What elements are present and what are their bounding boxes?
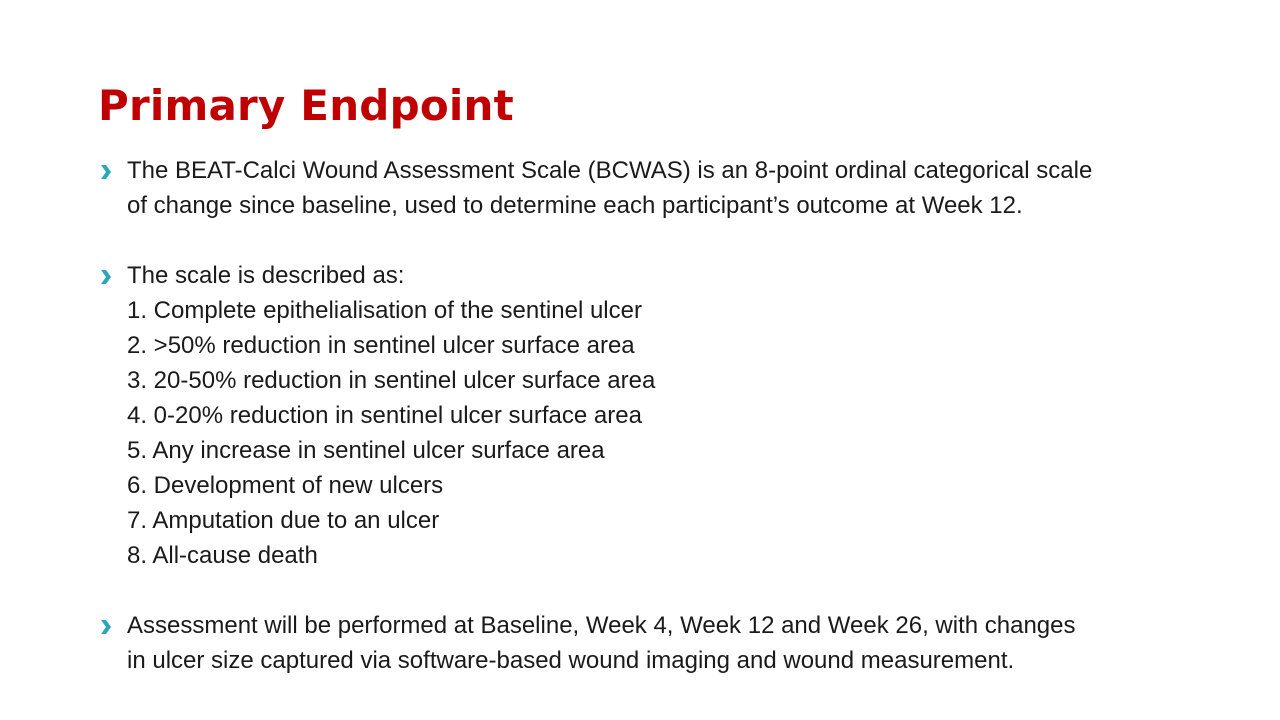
chevron-bullet-icon — [100, 164, 112, 180]
scale-item: 1. Complete epithelialisation of the sentinel ulcer — [127, 297, 642, 324]
bullet-assessment-schedule — [100, 608, 1220, 678]
scale-item: 2. >50% reduction in sentinel ulcer surface area — [127, 332, 635, 359]
scale-item: 6. Development of new ulcers — [127, 472, 444, 499]
scale-intro: The scale is described as: — [127, 262, 405, 289]
scale-list — [127, 293, 1220, 573]
chevron-bullet-icon — [100, 269, 112, 285]
scale-item: 3. 20-50% reduction in sentinel ulcer surface area — [127, 367, 656, 394]
bullet-text-line: in ulcer size captured via software-based wound imaging and wound measurement. — [127, 647, 1015, 674]
slide-title: Primary Endpoint — [98, 81, 514, 130]
bullet-text-line: The BEAT-Calci Wound Assessment Scale (BCWAS) is an 8-point ordinal categorical scale — [127, 157, 1093, 184]
scale-item: 8. All-cause death — [127, 542, 318, 569]
bullet-scale-description — [100, 258, 1220, 573]
spacer — [100, 223, 1220, 258]
scale-item: 4. 0-20% reduction in sentinel ulcer surface area — [127, 402, 642, 429]
slide-body — [100, 153, 1220, 678]
bullet-text-line: of change since baseline, used to determine each participant’s outcome at Week 12. — [127, 192, 1023, 219]
scale-item: 5. Any increase in sentinel ulcer surface area — [127, 437, 605, 464]
bullet-bcwas-definition — [100, 153, 1220, 223]
chevron-bullet-icon — [100, 619, 112, 635]
spacer — [100, 573, 1220, 608]
scale-item: 7. Amputation due to an ulcer — [127, 507, 440, 534]
bullet-text-line: Assessment will be performed at Baseline, Week 4, Week 12 and Week 26, with changes — [127, 612, 1076, 639]
